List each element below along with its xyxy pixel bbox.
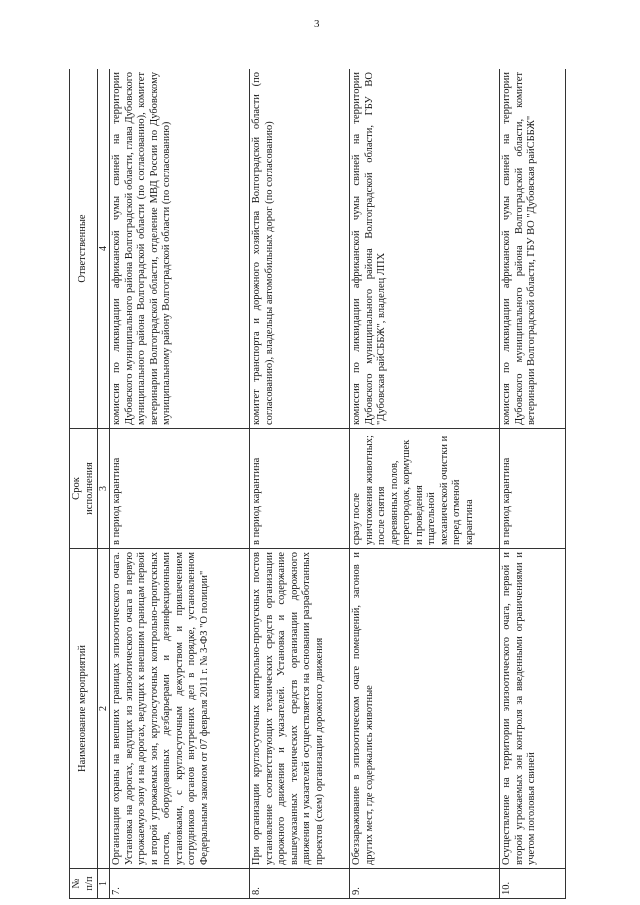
header-responsible: Ответственные (70, 69, 98, 429)
document-sheet (69, 69, 569, 899)
column-number: 4 (98, 69, 110, 429)
row-number: 8. (250, 869, 350, 899)
column-number: 2 (98, 549, 110, 869)
table-row (110, 69, 250, 899)
table-row (350, 69, 500, 899)
rotated-table-wrapper (69, 69, 569, 899)
header-action: Наименование мероприятий (70, 549, 98, 869)
row-responsible: комитет транспорта и дорожного хозяйства Волгоградской области (по согласованию), владельцы автомобильных дорог (по согласованию) (250, 69, 350, 429)
row-action: Осуществление на территории эпизоотического очага, первой и второй угрожаемых зон контроля за введенными ограничениями и учетом поголовья свиней (500, 549, 566, 869)
row-action: Организация охраны на внешних границах эпизоотического очага. Установка на дорогах, ведущих из эпизоотического очага в первую угрожаемую зону и на дорогах, ведущих к внешним границам первой и второй угрожаемых зон, круглосуточных контрольно-пропускных постов, оборудованных дезбарьерами и дезинфекционными установками, с круглосуточным дежурством и привлечением сотрудников органов внутренних дел в порядке, установленном Федеральным законом от 07 февраля 2011 г. № 3-ФЗ "О полиции" (110, 549, 250, 869)
header-row (70, 69, 98, 899)
row-responsible: комиссия по ликвидации африканской чумы свиней на территории Дубовского муниципального района Волгоградской области, глава Дубовского муниципального района Волгоградской области (по согласованию), комитет ветеринарии Волгоградской области, отделение МВД России по Дубовскому муниципальному району Волгоградской области (по согласованию) (110, 69, 250, 429)
row-action: При организации круглосуточных контрольно-пропускных постов установление соответствующих технических средств организации дорожного движения и указателей. Установка и содержание вышеуказанных технических средств организации дорожного движения и указателей осуществляется на основании разработанных проектов (схем) организации дорожного движения (250, 549, 350, 869)
column-number-row (98, 69, 110, 899)
row-term: в период карантина (110, 429, 250, 549)
table-row (500, 69, 566, 899)
row-responsible: комиссия по ликвидации африканской чумы свиней на территории Дубовского муниципального района Волгоградской области, ГБУ ВО "Дубовская райСББЖ", владелец ЛПХ (350, 69, 500, 429)
row-term: в период карантина (500, 429, 566, 549)
row-number: 7. (110, 869, 250, 899)
row-term: сразу после уничтожения животных; после снятия деревянных полов, перегородок, кормушек и проведения тщательной механической очистки и перед отменой карантина (350, 429, 500, 549)
table-row (250, 69, 350, 899)
row-number: 9. (350, 869, 500, 899)
column-number: 3 (98, 429, 110, 549)
page-number: 3 (314, 18, 320, 30)
header-term: Срок исполнения (70, 429, 98, 549)
row-action: Обеззараживание в эпизоотическом очаге помещений, загонов и других мест, где содержались животные (350, 549, 500, 869)
row-term: в период карантина (250, 429, 350, 549)
header-num: № п/п (70, 869, 98, 899)
column-number: 1 (98, 869, 110, 899)
row-number: 10. (500, 869, 566, 899)
row-responsible: комиссия по ликвидации африканской чумы свиней на территории Дубовского муниципального района Волгоградской области, комитет ветеринарии Волгоградской области, ГБУ ВО "Дубовская райСББЖ" (500, 69, 566, 429)
measures-table (69, 69, 566, 899)
